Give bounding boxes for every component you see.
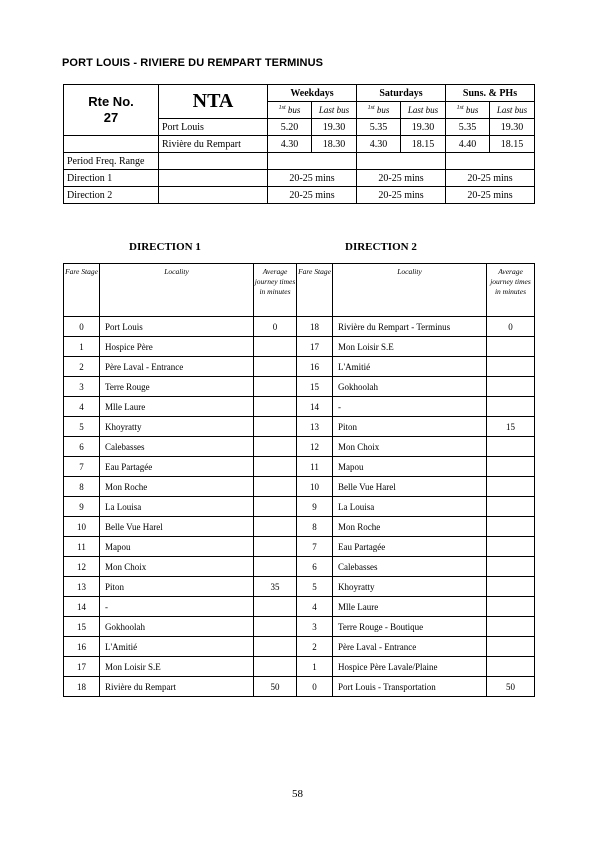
fare-stage-cell: 1	[64, 337, 100, 357]
fare-stage-cell: 0	[297, 677, 333, 697]
last-bus-header: Last bus	[490, 102, 535, 119]
period-saturdays: Saturdays	[357, 85, 446, 102]
locality-cell: Mon Roche	[333, 517, 487, 537]
fare-row	[64, 557, 535, 577]
freq-cell: 20-25 mins	[357, 170, 446, 187]
time-cell: 5.20	[268, 119, 312, 136]
fare-stage-header: Fare Stage	[297, 264, 333, 317]
fare-stage-cell: 4	[64, 397, 100, 417]
avg-time-cell	[254, 437, 297, 457]
locality-cell: Calebasses	[333, 557, 487, 577]
fare-stage-cell: 16	[64, 637, 100, 657]
locality-cell: Calebasses	[100, 437, 254, 457]
fare-stage-cell: 14	[297, 397, 333, 417]
locality-cell: Hospice Père	[100, 337, 254, 357]
direction-2-freq-row	[64, 187, 535, 204]
page-title: PORT LOUIS - RIVIERE DU REMPART TERMINUS	[62, 57, 324, 69]
avg-time-cell	[487, 577, 535, 597]
locality-cell: Terre Rouge	[100, 377, 254, 397]
fare-header-row	[64, 264, 535, 317]
locality-cell: Port Louis - Transportation	[333, 677, 487, 697]
fare-stage-cell: 13	[297, 417, 333, 437]
avg-time-cell	[254, 637, 297, 657]
avg-time-cell	[487, 337, 535, 357]
time-cell: 5.35	[357, 119, 401, 136]
avg-time-cell	[487, 357, 535, 377]
fare-row	[64, 437, 535, 457]
freq-cell: 20-25 mins	[268, 170, 357, 187]
fare-stage-cell: 12	[64, 557, 100, 577]
first-bus-header: $^{1st}$ bus	[446, 102, 490, 119]
freq-cell: 20-25 mins	[357, 187, 446, 204]
empty-cell	[159, 170, 268, 187]
fare-stage-cell: 18	[297, 317, 333, 337]
period-freq-label: Period Freq. Range	[64, 153, 159, 170]
time-cell: 18.30	[312, 136, 357, 153]
avg-time-cell	[487, 637, 535, 657]
locality-cell: Khoyratty	[333, 577, 487, 597]
empty-cell	[64, 136, 159, 153]
locality-cell: Terre Rouge - Boutique	[333, 617, 487, 637]
last-bus-header: Last bus	[312, 102, 357, 119]
locality-cell: Hospice Père Lavale/Plaine	[333, 657, 487, 677]
empty-cell	[446, 153, 535, 170]
avg-time-cell	[254, 617, 297, 637]
avg-time-cell	[487, 397, 535, 417]
time-cell: 19.30	[490, 119, 535, 136]
time-cell: 18.15	[490, 136, 535, 153]
locality-header: Locality	[333, 264, 487, 317]
time-cell: 4.40	[446, 136, 490, 153]
fare-stage-cell: 2	[297, 637, 333, 657]
avg-time-cell	[254, 377, 297, 397]
first-bus-header: $^{1st}$ bus	[268, 102, 312, 119]
fare-row	[64, 417, 535, 437]
place-name: Port Louis	[159, 119, 268, 136]
avg-time-cell	[254, 597, 297, 617]
period-weekdays: Weekdays	[268, 85, 357, 102]
time-cell: 4.30	[268, 136, 312, 153]
empty-cell	[159, 153, 268, 170]
avg-time-cell: 0	[487, 317, 535, 337]
time-cell: 18.15	[401, 136, 446, 153]
locality-cell: Mapou	[333, 457, 487, 477]
fare-row	[64, 677, 535, 697]
locality-cell: La Louisa	[100, 497, 254, 517]
avg-time-cell: 15	[487, 417, 535, 437]
freq-cell: 20-25 mins	[268, 187, 357, 204]
route-number: 27	[103, 110, 119, 125]
time-cell: 5.35	[446, 119, 490, 136]
fare-stage-cell: 8	[64, 477, 100, 497]
avg-time-cell	[487, 457, 535, 477]
avg-time-cell	[254, 557, 297, 577]
locality-cell: Belle Vue Harel	[333, 477, 487, 497]
fare-stage-cell: 14	[64, 597, 100, 617]
avg-time-cell	[254, 537, 297, 557]
fare-row	[64, 597, 535, 617]
fare-stage-cell: 11	[297, 457, 333, 477]
freq-cell: 20-25 mins	[446, 170, 535, 187]
locality-cell: Mon Roche	[100, 477, 254, 497]
fare-stage-cell: 18	[64, 677, 100, 697]
fare-row	[64, 457, 535, 477]
fare-stage-cell: 8	[297, 517, 333, 537]
direction-label: Direction 2	[64, 187, 159, 204]
last-bus-header: Last bus	[401, 102, 446, 119]
fare-stage-cell: 17	[297, 337, 333, 357]
avg-time-header: Average journey times in minutes	[487, 264, 535, 317]
fare-stage-cell: 9	[64, 497, 100, 517]
fare-stage-cell: 15	[297, 377, 333, 397]
fare-stage-cell: 10	[64, 517, 100, 537]
locality-cell: Eau Partagée	[100, 457, 254, 477]
avg-time-cell	[254, 357, 297, 377]
avg-time-cell	[487, 437, 535, 457]
avg-time-cell: 50	[254, 677, 297, 697]
fare-stage-cell: 5	[64, 417, 100, 437]
direction-2-heading: DIRECTION 2	[345, 241, 417, 253]
avg-time-cell	[254, 457, 297, 477]
period-freq-row	[64, 153, 535, 170]
fare-stage-cell: 4	[297, 597, 333, 617]
avg-time-cell: 50	[487, 677, 535, 697]
fare-stage-header: Fare Stage	[64, 264, 100, 317]
fare-row	[64, 537, 535, 557]
avg-time-header: Average journey times in minutes	[254, 264, 297, 317]
locality-header: Locality	[100, 264, 254, 317]
fare-stage-cell: 3	[297, 617, 333, 637]
fare-row	[64, 357, 535, 377]
avg-time-cell	[254, 497, 297, 517]
locality-cell: Gokhoolah	[333, 377, 487, 397]
fare-stage-cell: 16	[297, 357, 333, 377]
avg-time-cell	[254, 477, 297, 497]
avg-time-cell: 0	[254, 317, 297, 337]
locality-cell: L'Amitié	[333, 357, 487, 377]
avg-time-cell	[254, 417, 297, 437]
locality-cell: -	[333, 397, 487, 417]
page-number: 58	[292, 788, 303, 800]
time-cell: 19.30	[401, 119, 446, 136]
locality-cell: Eau Partagée	[333, 537, 487, 557]
fare-stage-cell: 10	[297, 477, 333, 497]
empty-cell	[268, 153, 357, 170]
fare-row	[64, 317, 535, 337]
time-cell: 4.30	[357, 136, 401, 153]
fare-stage-cell: 17	[64, 657, 100, 677]
fare-row	[64, 337, 535, 357]
avg-time-cell	[254, 337, 297, 357]
locality-cell: Mon Choix	[333, 437, 487, 457]
fare-stage-cell: 9	[297, 497, 333, 517]
locality-cell: Mon Loisir S.E	[100, 657, 254, 677]
locality-cell: Mon Choix	[100, 557, 254, 577]
fare-stage-cell: 15	[64, 617, 100, 637]
avg-time-cell	[487, 557, 535, 577]
route-number-cell	[64, 85, 159, 136]
empty-cell	[357, 153, 446, 170]
fare-row	[64, 397, 535, 417]
direction-label: Direction 1	[64, 170, 159, 187]
locality-cell: Mlle Laure	[100, 397, 254, 417]
fare-stage-cell: 6	[64, 437, 100, 457]
locality-cell: Khoyratty	[100, 417, 254, 437]
avg-time-cell: 35	[254, 577, 297, 597]
fare-stage-cell: 0	[64, 317, 100, 337]
avg-time-cell	[254, 397, 297, 417]
locality-cell: Mon Loisir S.E	[333, 337, 487, 357]
direction-1-heading: DIRECTION 1	[129, 241, 201, 253]
avg-time-cell	[487, 517, 535, 537]
fare-row	[64, 497, 535, 517]
locality-cell: Rivière du Rempart - Terminus	[333, 317, 487, 337]
direction-1-freq-row	[64, 170, 535, 187]
avg-time-cell	[487, 657, 535, 677]
place-name: Rivière du Rempart	[159, 136, 268, 153]
locality-cell: Mapou	[100, 537, 254, 557]
period-sundays-phs: Suns. & PHs	[446, 85, 535, 102]
locality-cell: Père Laval - Entrance	[333, 637, 487, 657]
locality-cell: -	[100, 597, 254, 617]
fare-stage-cell: 12	[297, 437, 333, 457]
fare-stage-cell: 11	[64, 537, 100, 557]
fare-stage-cell: 7	[297, 537, 333, 557]
fare-stage-cell: 6	[297, 557, 333, 577]
fare-stage-cell: 2	[64, 357, 100, 377]
fare-row	[64, 577, 535, 597]
avg-time-cell	[254, 657, 297, 677]
route-label: Rte No.	[88, 94, 134, 109]
locality-cell: Port Louis	[100, 317, 254, 337]
empty-cell	[159, 187, 268, 204]
fare-stage-table	[63, 263, 535, 697]
schedule-row-riviere-du-rempart	[64, 136, 535, 153]
schedule-table	[63, 84, 535, 204]
avg-time-cell	[487, 617, 535, 637]
operator-name: NTA	[159, 85, 268, 119]
fare-row	[64, 617, 535, 637]
avg-time-cell	[487, 537, 535, 557]
locality-cell: L'Amitié	[100, 637, 254, 657]
time-cell: 19.30	[312, 119, 357, 136]
fare-row	[64, 657, 535, 677]
locality-cell: Piton	[100, 577, 254, 597]
locality-cell: Piton	[333, 417, 487, 437]
fare-row	[64, 477, 535, 497]
fare-row	[64, 637, 535, 657]
fare-stage-cell: 1	[297, 657, 333, 677]
locality-cell: Gokhoolah	[100, 617, 254, 637]
first-bus-header: $^{1st}$ bus	[357, 102, 401, 119]
avg-time-cell	[254, 517, 297, 537]
fare-stage-cell: 3	[64, 377, 100, 397]
avg-time-cell	[487, 597, 535, 617]
locality-cell: Belle Vue Harel	[100, 517, 254, 537]
locality-cell: Mlle Laure	[333, 597, 487, 617]
locality-cell: Rivière du Rempart	[100, 677, 254, 697]
fare-row	[64, 377, 535, 397]
fare-stage-cell: 5	[297, 577, 333, 597]
fare-stage-cell: 7	[64, 457, 100, 477]
avg-time-cell	[487, 497, 535, 517]
avg-time-cell	[487, 377, 535, 397]
locality-cell: La Louisa	[333, 497, 487, 517]
fare-row	[64, 517, 535, 537]
fare-stage-cell: 13	[64, 577, 100, 597]
locality-cell: Père Laval - Entrance	[100, 357, 254, 377]
avg-time-cell	[487, 477, 535, 497]
freq-cell: 20-25 mins	[446, 187, 535, 204]
